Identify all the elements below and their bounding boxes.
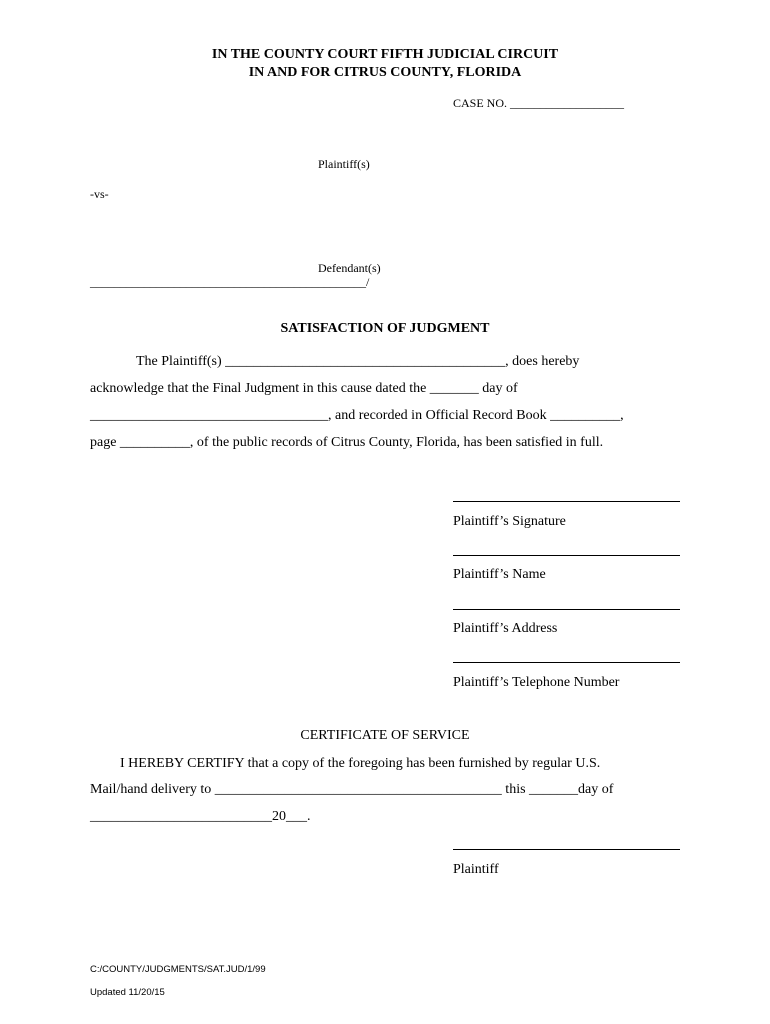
plaintiff-address-label: Plaintiff’s Address: [453, 621, 558, 636]
footer-updated-date: Updated 11/20/15: [90, 987, 165, 998]
plaintiff-telephone-label: Plaintiff’s Telephone Number: [453, 675, 620, 690]
satisfaction-line-2: acknowledge that the Final Judgment in this cause dated the _______ day of: [90, 381, 518, 396]
plaintiff-label: Plaintiff(s): [318, 157, 370, 171]
address-line: [453, 609, 680, 610]
satisfaction-line-4: page __________, of the public records of Citrus County, Florida, has been satisfied in full.: [90, 435, 604, 450]
plaintiff-name-label: Plaintiff’s Name: [453, 567, 546, 582]
plaintiff-certificate-line: [453, 849, 680, 850]
footer-file-path: C:/COUNTY/JUDGMENTS/SAT.JUD/1/99: [90, 964, 266, 975]
defendant-label: Defendant(s): [318, 261, 381, 275]
satisfaction-line-1: The Plaintiff(s) ________________________________________, does hereby: [136, 354, 580, 369]
telephone-line: [453, 662, 680, 663]
certificate-line-2: Mail/hand delivery to _________________________________________ this _______day of: [90, 782, 614, 797]
certificate-line-1: I HEREBY CERTIFY that a copy of the foregoing has been furnished by regular U.S.: [120, 756, 601, 771]
satisfaction-title: SATISFACTION OF JUDGMENT: [280, 321, 490, 336]
certificate-title: CERTIFICATE OF SERVICE: [300, 728, 470, 743]
name-line: [453, 555, 680, 556]
certificate-line-3: __________________________20___.: [90, 809, 311, 824]
court-header-line-2: IN AND FOR CITRUS COUNTY, FLORIDA: [248, 65, 522, 80]
plaintiff-signature-label: Plaintiff’s Signature: [453, 514, 566, 529]
versus-label: -vs-: [90, 187, 109, 201]
court-header-line-1: IN THE COUNTY COURT FIFTH JUDICIAL CIRCUIT: [211, 47, 559, 62]
satisfaction-line-3: __________________________________, and recorded in Official Record Book __________,: [90, 408, 624, 423]
signature-line: [453, 501, 680, 502]
certificate-plaintiff-label: Plaintiff: [453, 862, 499, 877]
defendant-signature-line: ______________________________________________/: [90, 275, 370, 289]
case-number: CASE NO. ___________________: [453, 96, 625, 110]
